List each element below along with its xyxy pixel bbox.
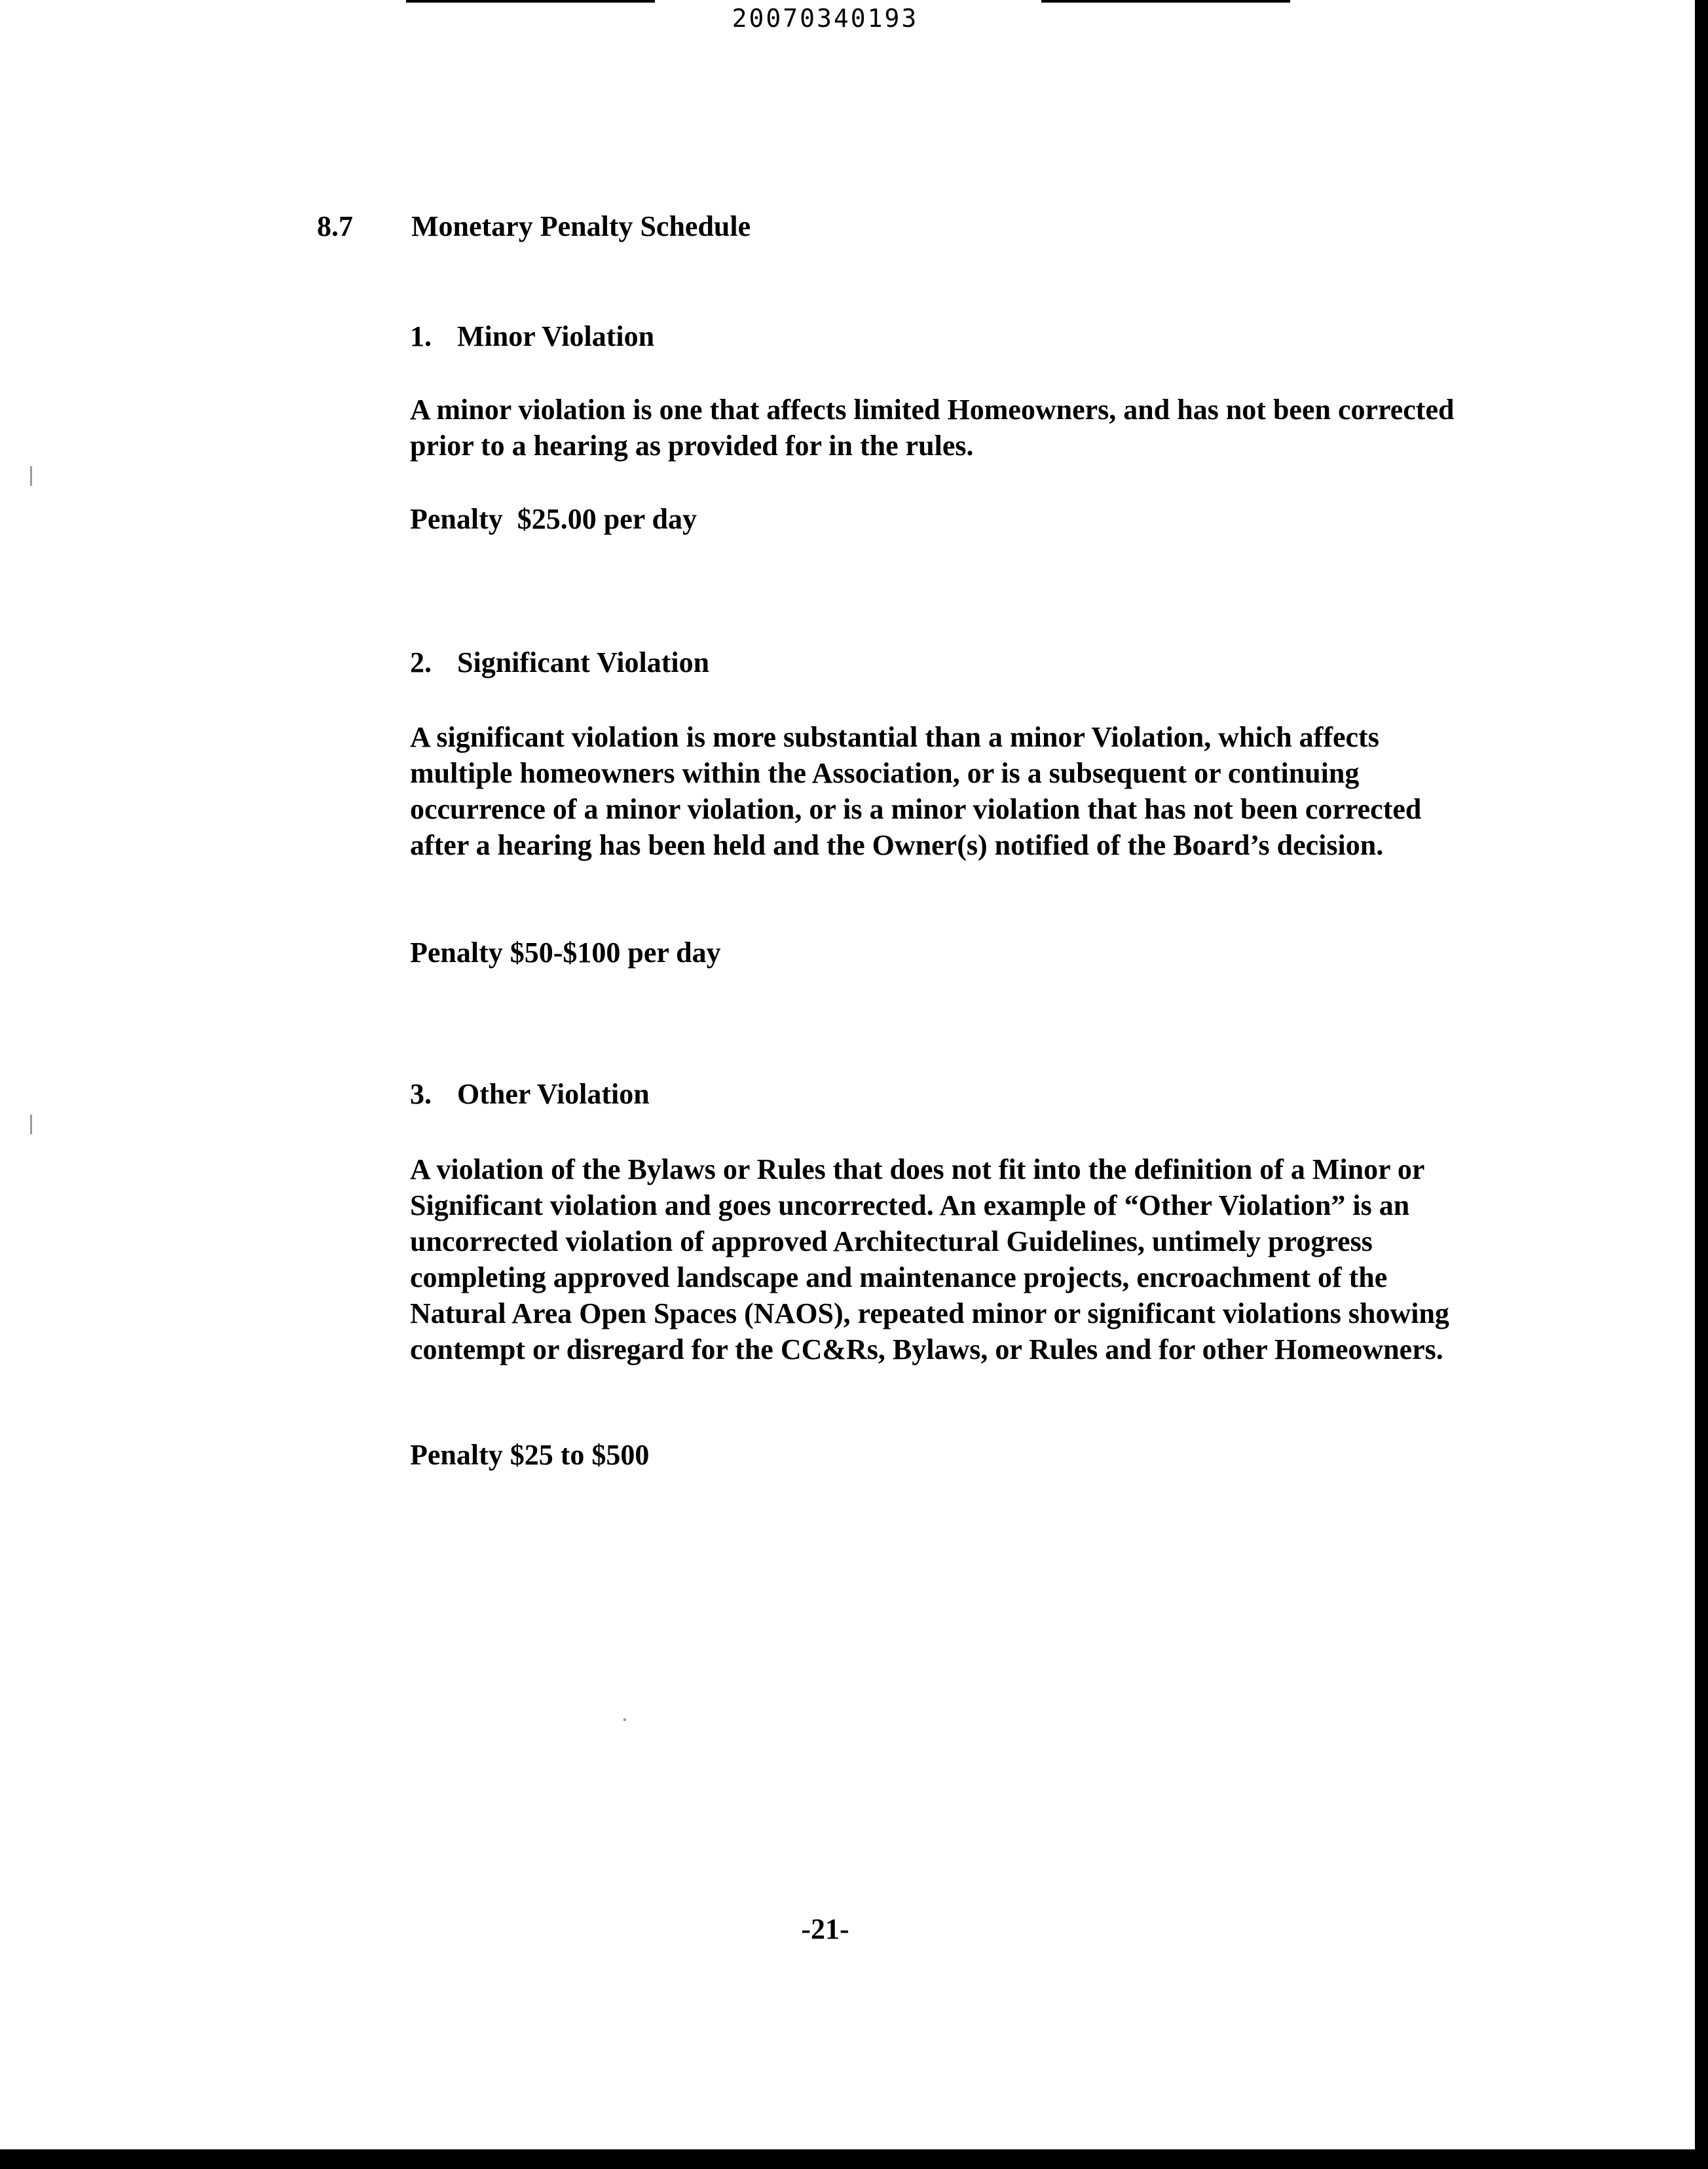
- item-number: 2.: [410, 646, 432, 678]
- item-body-minor-violation: A minor violation is one that affects limited Homeowners, and has not been corrected prior to a hearing as provided for in the rules.: [410, 394, 1455, 462]
- section-title: Monetary Penalty Schedule: [411, 210, 751, 242]
- penalty-minor-violation: Penalty $25.00 per day: [410, 503, 697, 535]
- section-number: 8.7: [317, 210, 353, 242]
- item-body-significant-violation: A significant violation is more substantial than a minor Violation, which affects multiple homeowners within the Association, or is a subsequent or continuing occurrence of a minor violation, or is a minor violation that has not been corrected after a hearing has been held and the Owner(s) notified of the Board’s decision.: [410, 721, 1422, 861]
- scan-speck: [30, 466, 32, 486]
- document-recording-number: 20070340193: [732, 4, 919, 33]
- item-number: 1.: [410, 320, 432, 352]
- scan-speck: [623, 1718, 626, 1721]
- page-number: -21-: [801, 1913, 849, 1945]
- item-heading-other-violation: [410, 1076, 650, 1113]
- item-title: Other Violation: [457, 1078, 650, 1110]
- item-title: Minor Violation: [457, 320, 655, 352]
- item-title: Significant Violation: [457, 646, 710, 678]
- item-number: 3.: [410, 1078, 432, 1110]
- scan-edge-right: [1695, 0, 1708, 2169]
- item-body-other-violation: A violation of the Bylaws or Rules that does not fit into the definition of a Minor or Significant violation and goes uncorrected. An example of “Other Violation” is an uncorrected violation of approved Architectural Guidelines, untimely progress completing approved landscape and maintenance projects, encroachment of the Natural Area Open Spaces (NAOS), repeated minor or significant violations showing contempt or disregard for the CC&Rs, Bylaws, or Rules and for other Homeowners.: [410, 1153, 1449, 1365]
- penalty-other-violation: Penalty $25 to $500: [410, 1439, 650, 1471]
- item-heading-minor-violation: [410, 318, 654, 355]
- scan-speck: [30, 1115, 32, 1134]
- item-heading-significant-violation: [410, 644, 709, 681]
- penalty-significant-violation: Penalty $50-$100 per day: [410, 936, 721, 969]
- scan-edge-bottom: [0, 2149, 1708, 2169]
